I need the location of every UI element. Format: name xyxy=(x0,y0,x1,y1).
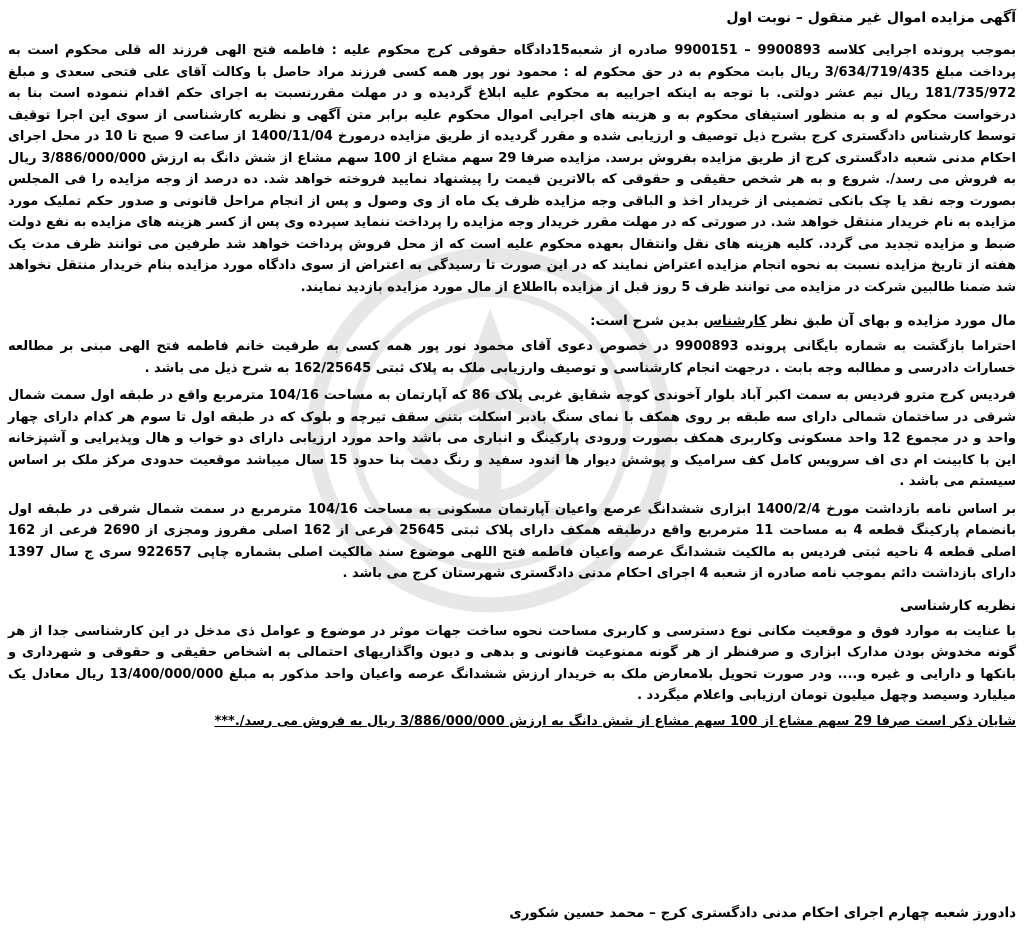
auction-details-paragraph: بموجب پرونده اجرایی کلاسه 9900893 – 9900151 صادره از شعبه15دادگاه حقوقی کرج محکوم علیه : فاطمه فتح الهی فرزند اله قلی محکوم است به پرداخت مبلغ 3/634/719/435 ریال بابت محکوم به در حق محکوم له : محمود نور پور همه کسی فرزند مراد حاصل با وکالت آقای علی فتحی سعدی و مبلغ 181/735/972 ریال نیم عشر دولتی. با توجه به اینکه اجراییه به محکوم علیه ابلاغ گردیده و در مهلت مقررنسبت به اجرای حکم اقدام ننموده است بنا به درخواست محکوم له و به منظور استیفای محکوم به و هزینه های اجرایی اموال محکوم علیه برابر متن آگهی و نظریه کارشناسی از سوی این اجرا توقیف توسط کارشناس دادگستری کرج بشرح ذیل توصیف و ارزیابی شده و مقرر گردیده از طریق مزایده درمورخ 1400/11/04 از ساعت 9 صبح تا 10 در محل اجرای احکام مدنی شعبه دادگستری کرج از طریق مزایده بفروش برسد. مزایده صرفا 29 سهم مشاع از 100 سهم مشاع از شش دانگ به ارزش 3/886/000/000 ریال به فروش می رسد/. شروع و به هر شخص حقیقی و حقوقی که بالاترین قیمت را پیشنهاد نمایید فروخته خواهد شد. ده درصد از وجه مزایده را فی المجلس بصورت وجه نقد یا چک بانکی تضمینی از خریدار اخذ و الباقی وجه مزایده ظرف یک ماه از وی وصول و پس از انجام مراحل قانونی و صدور حکم تملیک مورد مزایده به نام خریدار منتقل خواهد شد. در صورتی که در مهلت مقرر خریدار وجه مزایده را پرداخت ننماید سپرده وی پس از کسر هزینه های مزایده به نفع دولت ضبط و مزایده تجدید می گردد. کلیه هزینه های نقل وانتقال بعهده محکوم علیه است که از محل فروش پرداخت خواهد شد طرفین می توانند ظرف مدت یک هفته از تاریخ مزایده نسبت به نحوه انجام مزایده اعتراض نمایند که در این صورت تا رسیدگی به اعتراض از سوی دادگاه مورد مزایده بنام خریدار منتقل نخواهد شد ضمنا طالبین شرکت در مزایده می توانند ظرف 5 روز قبل از مزایده بااطلاع از مال مورد مزایده بازدید نمایند. xyxy=(8,43,1016,295)
expert-opinion-paragraph: با عنایت به موارد فوق و موقعیت مکانی نوع دسترسی و کاربری مساحت نحوه ساخت جهات موثر در موضوع و عوامل ذی مدخل در این کارشناسی جدا از هر گونه مخدوش بودن مدارک ابزاری و صرفنظر از هر گونه ممنوعیت قانونی و بدهی و دیون واگذاریهای احتمالی به اشخاص حقیقی و حقوقی و شهرداری و بانکها و دارایی و غیره و.... ودر صورت تحویل بلامعارض ملک به خریدار ارزش ششدانگ عرصه واعیان واحد مذکور به مبلغ 13/400/000/000 ریال معادل یک میلیارد وسیصد وچهل میلیون تومان ارزیابی واعلام میگردد . xyxy=(8,623,1017,703)
property-description-paragraph: فردیس کرج مترو فردیس به سمت اکبر آباد بلوار آخوندی کوچه شقایق غربی پلاک 86 که آپارتمان به مساحت 104/16 مترمربع واقع در طبقه اول سمت شمال شرقی در ساختمان شمالی دارای سه طبقه بر روی همکف با نمای سنگ بادبر اسکلت بتنی سقف تیرچه و بلوک که در طبقه اول تا سوم هر کدام دارای چهار واحد و در مجموع 12 واحد مسکونی وکاربری همکف بصورت ورودی پارکینگ و انباری می باشد واحد مورد ارزیابی دارای دو خواب و هال وپذیرایی و آشپزخانه این با کابینت ام دی اف سرویس کامل کف سرامیک و پوشش دیوار ها اندود سفید و رنگ دمت بنا حدود 15 سال میباشد موقعیت حدودی مرکز ملک بر اساس سیستم می باشد . xyxy=(8,388,1016,489)
property-heading xyxy=(8,310,1016,332)
notice-title: آگهی مزایده اموال غیر منقول – نوبت اول xyxy=(726,10,1016,26)
property-heading-prefix: مال مورد مزایده و بهای آن طبق نظر xyxy=(766,313,1016,329)
expert-opinion-heading: نظریه کارشناسی xyxy=(899,597,1016,614)
seizure-letter-paragraph: بر اساس نامه بازداشت مورخ 1400/2/4 ابزاری ششدانگ عرصع واعیان آپارتمان مسکونی به مساحت 104/16 مترمربع در سمت شمال شرقی در طبقه اول بانضمام پارکینگ قطعه 4 به مساحت 11 مترمربع واقع درطبقه همکف دارای پلاک ثبتی 25645 فرعی از 162 اصلی مفروز ومجزی از 2690 فرعی از 162 اصلی قطعه 4 ناحیه ثبتی فردیس به مالکیت ششدانگ عرصه واعیان فاطمه فتح اللهی موضوع سند مالکیت اصلی بشماره چاپی 922657 سری ج سال 1397 دارای بازداشت دائم بموجب نامه صادره از شعبه 4 اجرای احکام مدنی دادگستری شهرستان کرج می باشد . xyxy=(8,501,1017,581)
case-reference-paragraph: احتراما بازگشت به شماره بایگانی پرونده 9900893 در خصوص دعوی آقای محمود نور پور همه کسی به طرفیت خانم فاطمه فتح الهی مبنی بر مطالعه خسارات دادرسی و مطالبه وجه بابت . درجهت انجام کارشناسی و توصیف وارزیابی ملک به پلاک ثبتی 162/25645 به شرح ذیل می باشد . xyxy=(8,339,1016,376)
closing-note: شایان ذکر است صرفا 29 سهم مشاع از 100 سهم مشاع از شش دانگ به ارزش 3/886/000/000 ریال به فروش می رسد/.*** xyxy=(214,713,1016,729)
property-heading-underlined: کارشناس xyxy=(703,313,767,329)
property-heading-suffix: بدین شرح است: xyxy=(590,313,704,329)
signature-line: دادورز شعبه چهارم اجرای احکام مدنی دادگستری کرج – محمد حسین شکوری xyxy=(509,905,1016,921)
